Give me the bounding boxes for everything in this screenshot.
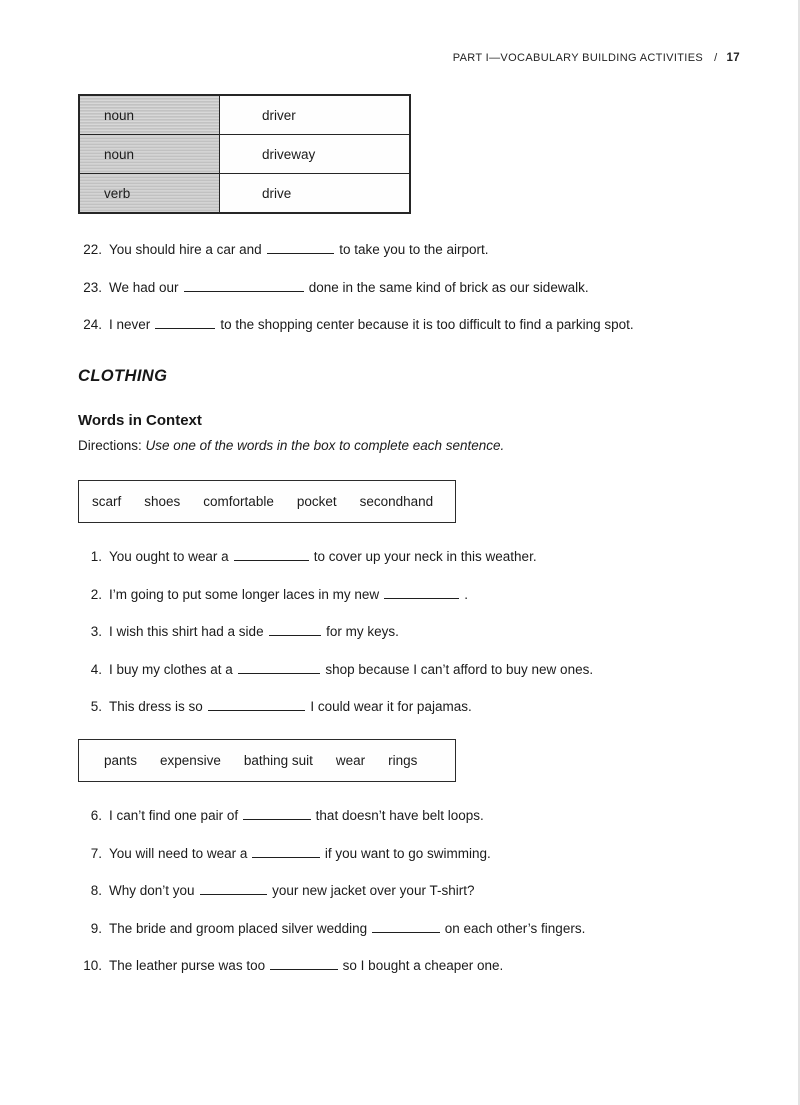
subsection-title: Words in Context bbox=[78, 412, 202, 429]
part-of-speech-cell: noun bbox=[79, 135, 220, 174]
sentence-after: your new jacket over your T-shirt? bbox=[272, 883, 475, 898]
sentence-before: This dress is so bbox=[109, 699, 203, 714]
sentence-text bbox=[109, 882, 474, 900]
sentence-before: I’m going to put some longer laces in my new bbox=[109, 586, 380, 602]
sentence-item bbox=[78, 586, 740, 604]
fill-blank bbox=[184, 279, 304, 292]
fill-blank bbox=[372, 920, 440, 933]
word-forms-table bbox=[78, 94, 411, 214]
word-box-word: expensive bbox=[160, 753, 221, 768]
item-number: 4. bbox=[90, 661, 102, 677]
sentence-text bbox=[109, 279, 589, 297]
item-number: 22. bbox=[83, 242, 102, 257]
exercise-items-1-5 bbox=[78, 548, 740, 716]
sentence-after: shop because I can’t afford to buy new ones. bbox=[325, 661, 594, 677]
word-box-word: rings bbox=[388, 753, 418, 768]
sentence-text bbox=[109, 957, 503, 975]
sentence-text bbox=[109, 698, 472, 716]
sentence-after: if you want to go swimming. bbox=[324, 845, 491, 861]
header-separator: / bbox=[714, 52, 718, 64]
sentence-item bbox=[78, 279, 740, 297]
word-box-word: wear bbox=[335, 753, 366, 768]
sentence-after: so I bought a cheaper one. bbox=[342, 958, 504, 973]
sentence-item bbox=[78, 920, 740, 938]
fill-blank bbox=[384, 586, 459, 599]
sentence-after: that doesn’t have belt loops. bbox=[315, 808, 484, 823]
sentence-after: for my keys. bbox=[326, 624, 399, 639]
part-of-speech-cell: verb bbox=[79, 174, 220, 214]
fill-blank bbox=[208, 698, 306, 711]
sentence-item bbox=[78, 807, 740, 825]
sentence-item bbox=[78, 845, 740, 863]
sentence-before: You ought to wear a bbox=[109, 549, 229, 564]
exercise-items-6-10 bbox=[78, 807, 740, 975]
word-box-word: shoes bbox=[144, 494, 181, 509]
sentence-item bbox=[78, 957, 740, 975]
sentence-before: Why don’t you bbox=[109, 883, 195, 898]
sentence-before: The bride and groom placed silver wedding bbox=[109, 920, 368, 936]
sentence-after: done in the same kind of brick as our sidewalk. bbox=[308, 279, 589, 295]
item-number: 7. bbox=[90, 845, 102, 861]
page-number: 17 bbox=[726, 52, 740, 64]
fill-blank bbox=[252, 845, 320, 858]
directions-text: Use one of the words in the box to complete each sentence. bbox=[145, 438, 505, 453]
fill-blank bbox=[155, 316, 215, 329]
sentence-before: I buy my clothes at a bbox=[109, 661, 233, 677]
sentence-after: to cover up your neck in this weather. bbox=[313, 549, 537, 564]
sentence-text bbox=[109, 548, 537, 566]
item-number: 9. bbox=[90, 920, 102, 936]
sentence-item bbox=[78, 698, 740, 716]
word-box-word: bathing suit bbox=[243, 753, 313, 768]
item-number: 3. bbox=[90, 624, 102, 639]
sentence-item bbox=[78, 316, 740, 334]
fill-blank bbox=[200, 882, 268, 895]
sentence-before: You will need to wear a bbox=[109, 845, 248, 861]
running-head bbox=[78, 52, 740, 64]
directions bbox=[78, 438, 740, 453]
item-number: 8. bbox=[90, 883, 102, 898]
word-box-word: secondhand bbox=[359, 494, 434, 509]
fill-blank bbox=[234, 548, 309, 561]
item-number: 10. bbox=[83, 958, 102, 973]
sentence-text bbox=[109, 586, 468, 604]
sentence-before: I can’t find one pair of bbox=[109, 808, 239, 823]
sentence-item bbox=[78, 241, 740, 259]
sentence-text bbox=[109, 241, 489, 259]
sentence-text bbox=[109, 661, 593, 679]
exercise-items-22-24 bbox=[78, 241, 740, 334]
sentence-before: I wish this shirt had a side bbox=[109, 624, 264, 639]
sentence-text bbox=[109, 807, 484, 825]
item-number: 24. bbox=[83, 317, 102, 332]
fill-blank bbox=[267, 241, 335, 254]
sentence-before: We had our bbox=[109, 279, 179, 295]
word-cell: driver bbox=[220, 95, 411, 135]
table-row bbox=[79, 95, 410, 135]
sentence-item bbox=[78, 661, 740, 679]
word-box-word: pants bbox=[104, 753, 138, 768]
header-title: PART I—VOCABULARY BUILDING ACTIVITIES bbox=[452, 52, 704, 64]
fill-blank bbox=[269, 623, 322, 636]
item-number: 5. bbox=[90, 699, 102, 714]
item-number: 2. bbox=[90, 586, 102, 602]
word-box-2 bbox=[78, 739, 456, 782]
fill-blank bbox=[238, 661, 321, 674]
word-box-word: comfortable bbox=[203, 494, 274, 509]
item-number: 23. bbox=[83, 279, 102, 295]
sentence-after: to the shopping center because it is too difficult to find a parking spot. bbox=[220, 317, 634, 332]
word-box-1 bbox=[78, 480, 456, 523]
word-box-word: pocket bbox=[296, 494, 337, 509]
item-number: 1. bbox=[90, 549, 102, 564]
part-of-speech-cell: noun bbox=[79, 95, 220, 135]
sentence-after: I could wear it for pajamas. bbox=[310, 699, 472, 714]
sentence-item bbox=[78, 623, 740, 641]
sentence-text bbox=[109, 623, 399, 641]
sentence-before: I never bbox=[109, 317, 151, 332]
word-box-word: scarf bbox=[92, 494, 122, 509]
sentence-item bbox=[78, 548, 740, 566]
word-cell: driveway bbox=[220, 135, 411, 174]
fill-blank bbox=[243, 807, 311, 820]
section-title: CLOTHING bbox=[78, 367, 168, 385]
table-row bbox=[79, 135, 410, 174]
sentence-after: on each other’s fingers. bbox=[444, 920, 586, 936]
word-cell: drive bbox=[220, 174, 411, 214]
table-row bbox=[79, 174, 410, 214]
fill-blank bbox=[270, 957, 338, 970]
sentence-before: The leather purse was too bbox=[109, 958, 266, 973]
sentence-text bbox=[109, 845, 491, 863]
directions-label: Directions: bbox=[78, 438, 142, 453]
sentence-text bbox=[109, 920, 585, 938]
sentence-text bbox=[109, 316, 634, 334]
sentence-after: to take you to the airport. bbox=[339, 242, 489, 257]
sentence-item bbox=[78, 882, 740, 900]
item-number: 6. bbox=[90, 808, 102, 823]
sentence-before: You should hire a car and bbox=[109, 242, 262, 257]
sentence-after: . bbox=[464, 586, 468, 602]
